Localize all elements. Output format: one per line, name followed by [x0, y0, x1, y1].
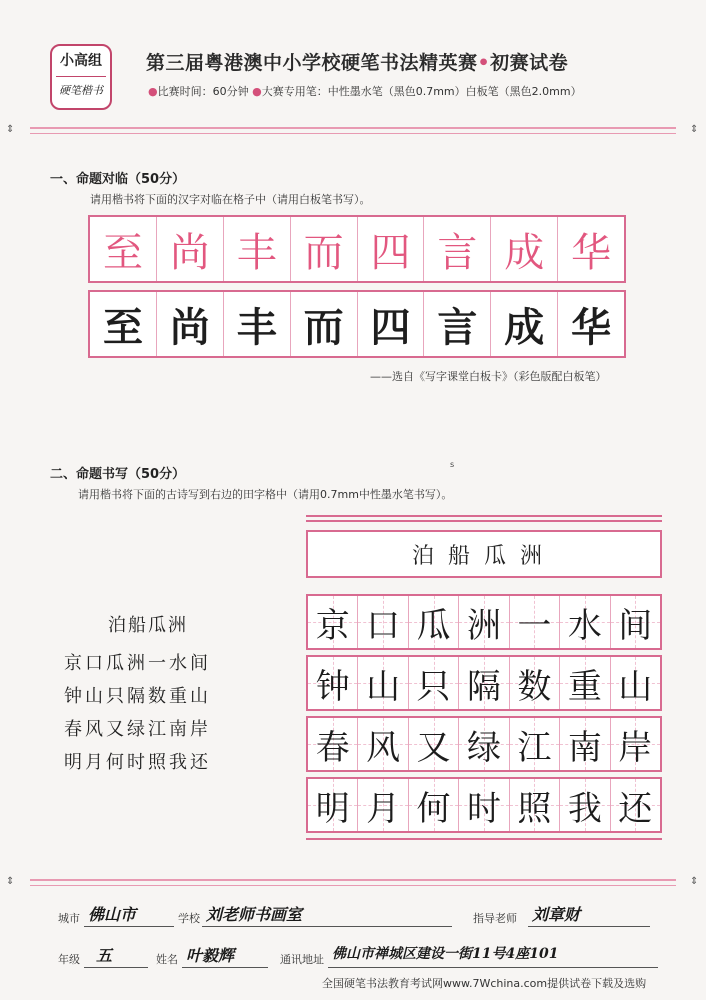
- grid-cell: [560, 718, 610, 770]
- written-title: 泊船瓜洲: [411, 543, 556, 569]
- edge-right-icon: ⇕: [690, 124, 699, 135]
- grid-cell: [560, 657, 610, 709]
- written-char: 言: [424, 292, 491, 356]
- grid-cell: [308, 718, 358, 770]
- edge-left-icon: ⇕: [6, 124, 15, 135]
- written-char: 隔: [466, 666, 501, 707]
- address-underline: [328, 967, 658, 968]
- grid-cell: [510, 779, 560, 831]
- written-char: 山: [618, 666, 653, 707]
- grid-cell: [409, 657, 459, 709]
- writing-row: [306, 655, 662, 711]
- address-value: 佛山市禅城区建设一街11号4座101: [332, 946, 559, 962]
- written-char: 间: [618, 605, 653, 646]
- grid-cell: [611, 596, 660, 648]
- model-char: 四: [358, 217, 425, 281]
- writing-top-rule-2: [306, 520, 662, 522]
- written-char: 风: [366, 727, 401, 768]
- name-value: 叶毅辉: [186, 946, 235, 965]
- edge-left-icon: ⇕: [6, 876, 15, 887]
- grid-cell: [560, 596, 610, 648]
- model-chars-row: [88, 215, 626, 283]
- written-char: 山: [366, 666, 401, 707]
- section2-heading: 二、命题书写（50分）: [50, 467, 186, 482]
- written-char: 洲: [466, 605, 501, 646]
- written-char: 我: [567, 788, 602, 829]
- teacher-value: 刘章财: [532, 905, 581, 924]
- written-char: 只: [416, 666, 451, 707]
- grid-cell: [560, 779, 610, 831]
- header-divider-thin: [30, 133, 676, 134]
- grid-cell: [510, 596, 560, 648]
- written-char: 华: [571, 303, 612, 351]
- written-char: 四: [358, 292, 425, 356]
- grid-cell: [358, 779, 408, 831]
- school-label: 学校: [178, 912, 200, 925]
- grid-cell: [459, 657, 509, 709]
- footer-note: 全国硬笔书法教育考试网www.7Wchina.com提供试卷下载及选购: [322, 977, 647, 990]
- writing-row: [306, 594, 662, 650]
- address-label: 通讯地址: [280, 953, 324, 966]
- written-char: 成: [491, 292, 558, 356]
- written-char: 江: [517, 727, 552, 768]
- model-char: 言: [424, 217, 491, 281]
- footer-divider-thin: [30, 885, 676, 886]
- group-label: 小高组: [60, 53, 102, 69]
- section1-heading: 一、命题对临（50分）: [50, 172, 186, 187]
- poem-title: 泊船瓜洲: [108, 615, 188, 636]
- written-title-box: [306, 530, 662, 578]
- school-value: 刘老师书画室: [206, 905, 303, 924]
- written-char: 京: [315, 605, 350, 646]
- grid-cell: [510, 718, 560, 770]
- grid-cell: [358, 596, 408, 648]
- written-char: 口: [366, 605, 401, 646]
- grid-cell: [308, 657, 358, 709]
- name-underline: [182, 967, 268, 968]
- written-chars-row: [88, 290, 626, 358]
- written-char: 重: [567, 666, 602, 707]
- teacher-underline: [528, 926, 650, 927]
- writing-row: [306, 716, 662, 772]
- poem-line: 明月何时照我还: [64, 752, 211, 773]
- page-title: [146, 48, 568, 75]
- written-char: 又: [416, 727, 451, 768]
- grade-label: 年级: [58, 953, 80, 966]
- model-char: 而: [291, 217, 358, 281]
- school-underline: [202, 926, 452, 927]
- source-citation: ——选自《写字课堂白板卡》（彩色版配白板笔）: [370, 370, 607, 383]
- page-mark: s: [450, 460, 455, 469]
- written-char: 至: [90, 292, 157, 356]
- title-stage: 初赛试卷: [490, 52, 569, 74]
- written-char: 而: [291, 292, 358, 356]
- poem-line: 钟山只隔数重山: [64, 686, 211, 707]
- title-main: 第三届粤港澳中小学校硬笔书法精英赛: [146, 52, 478, 74]
- written-char: 月: [366, 788, 401, 829]
- grid-cell: [611, 657, 660, 709]
- model-char: 至: [90, 217, 157, 281]
- city-value: 佛山市: [88, 905, 137, 924]
- grid-cell: [459, 718, 509, 770]
- writing-row: [306, 777, 662, 833]
- grade-value: 五: [96, 946, 113, 965]
- city-label: 城市: [58, 912, 80, 925]
- model-char: 成: [491, 217, 558, 281]
- grid-cell: [611, 718, 660, 770]
- bullet-icon: ●: [148, 85, 158, 98]
- grid-cell: [611, 779, 660, 831]
- title-separator: •: [477, 52, 491, 74]
- group-badge: [50, 44, 112, 110]
- written-char: 南: [567, 727, 602, 768]
- edge-right-icon: ⇕: [690, 876, 699, 887]
- written-char: 明: [315, 788, 350, 829]
- contest-info: [148, 83, 582, 99]
- model-char: 华: [571, 229, 612, 276]
- teacher-label: 指导老师: [473, 912, 517, 925]
- grid-cell: [459, 596, 509, 648]
- grid-cell: [308, 779, 358, 831]
- grid-cell: [308, 596, 358, 648]
- written-char: 何: [416, 788, 451, 829]
- written-char: 绿: [466, 727, 501, 768]
- grid-cell: [358, 718, 408, 770]
- written-char: 岸: [618, 727, 653, 768]
- written-char: 丰: [224, 292, 291, 356]
- grid-cell: [409, 779, 459, 831]
- category-label: 硬笔楷书: [59, 84, 103, 97]
- poem-line: 春风又绿江南岸: [64, 719, 211, 740]
- grid-cell: [409, 718, 459, 770]
- section1-instruction: 请用楷书将下面的汉字对临在格子中（请用白板笔书写）。: [90, 193, 371, 206]
- header-divider: [30, 127, 676, 129]
- grid-cell: [358, 657, 408, 709]
- time-info: 比赛时间：60分钟: [157, 85, 249, 98]
- written-char: 春: [315, 727, 350, 768]
- name-label: 姓名: [156, 953, 178, 966]
- written-char: 钟: [315, 666, 350, 707]
- written-char: 时: [466, 788, 501, 829]
- written-char: 水: [567, 605, 602, 646]
- written-char: 一: [517, 605, 552, 646]
- model-char: 丰: [224, 217, 291, 281]
- poem-line: 京口瓜洲一水间: [64, 653, 211, 674]
- grid-cell: [459, 779, 509, 831]
- pen-info: 大赛专用笔：中性墨水笔（黑色0.7mm）白板笔（黑色2.0mm）: [261, 85, 582, 98]
- city-underline: [84, 926, 174, 927]
- badge-divider: [56, 76, 106, 77]
- writing-bottom-rule: [306, 838, 662, 840]
- model-char: 尚: [157, 217, 224, 281]
- grade-underline: [84, 967, 148, 968]
- written-char: 尚: [157, 292, 224, 356]
- written-char: 数: [517, 666, 552, 707]
- grid-cell: [510, 657, 560, 709]
- grid-cell: [409, 596, 459, 648]
- section2-instruction: 请用楷书将下面的古诗写到右边的田字格中（请用0.7mm中性墨水笔书写）。: [78, 488, 453, 501]
- written-char: 还: [618, 788, 653, 829]
- footer-divider: [30, 879, 676, 881]
- written-char: 照: [517, 788, 552, 829]
- written-char: 瓜: [416, 605, 451, 646]
- bullet-icon: ●: [252, 85, 262, 98]
- writing-top-rule: [306, 515, 662, 517]
